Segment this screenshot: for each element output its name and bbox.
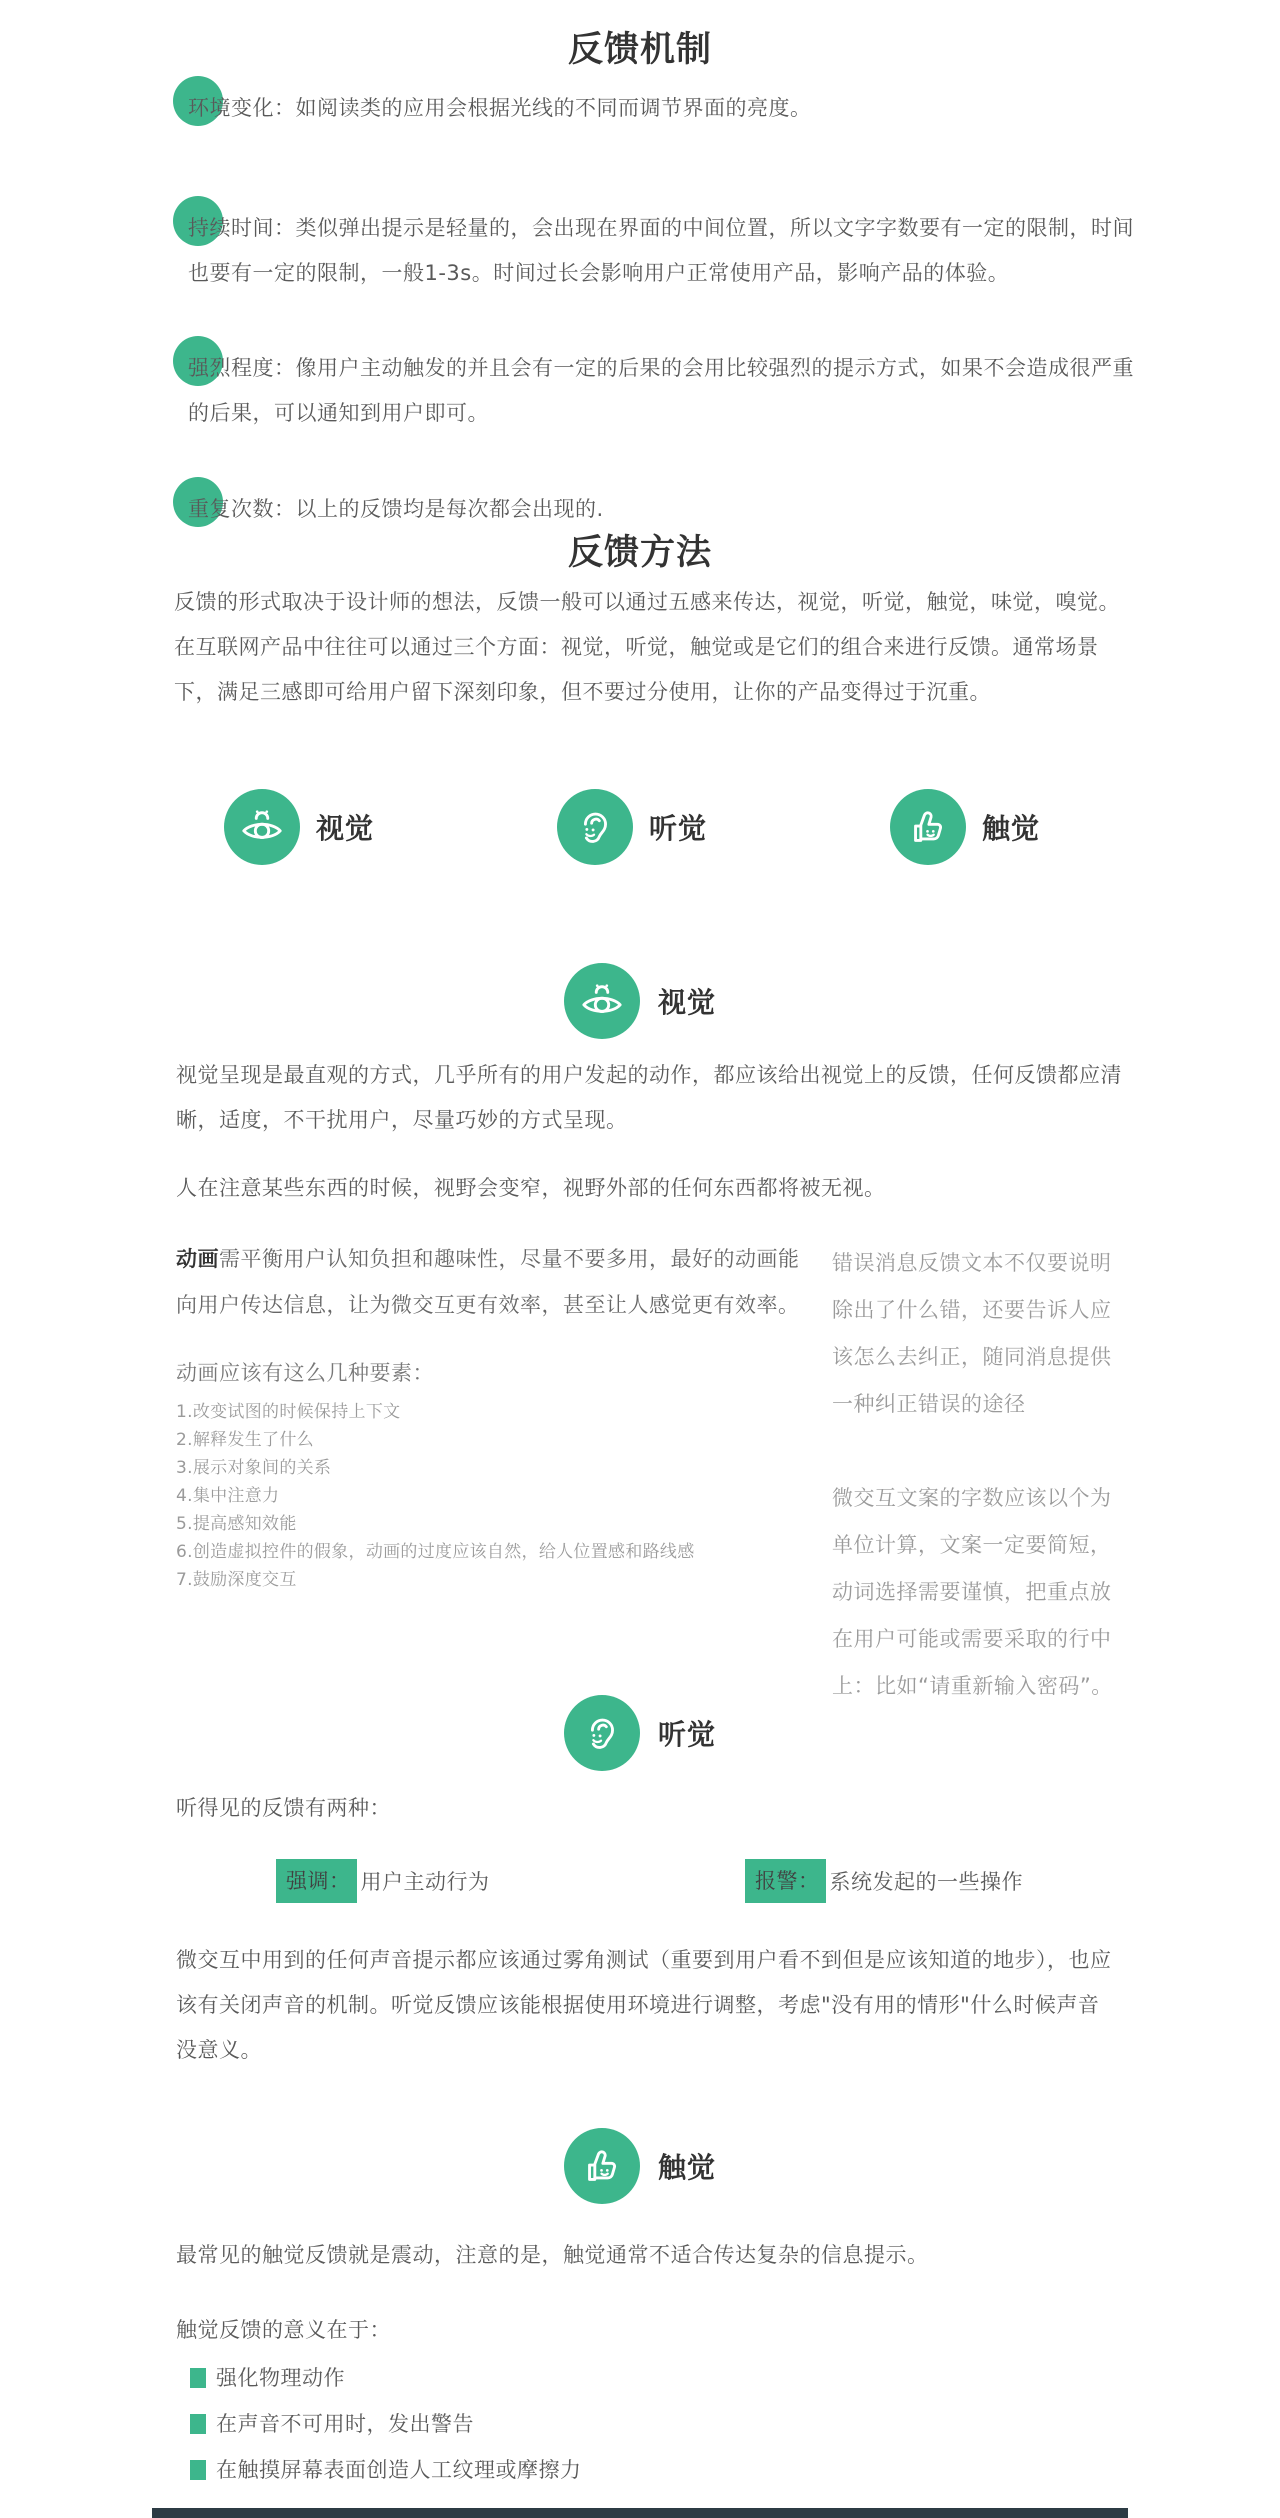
thumb-up-icon xyxy=(564,2128,640,2204)
visual-section-title: 视觉 xyxy=(657,986,716,1019)
audio-section-title: 听觉 xyxy=(657,1718,716,1751)
mechanism-item-text: 环境变化：如阅读类的应用会根据光线的不同而调节界面的亮度。 xyxy=(188,96,812,120)
mechanism-title: 反馈机制 xyxy=(567,30,712,70)
visual-para2: 人在注意某些东西的时候，视野会变窄，视野外部的任何东西都将被无视。 xyxy=(176,1176,886,1200)
visual-para1: 视觉呈现是最直观的方式，几乎所有的用户发起的动作，都应该给出视觉上的反馈，任何反馈都应清晰，适度，不干扰用户，尽量巧妙的方式呈现。 xyxy=(176,1063,1122,1132)
list-item: 2.解释发生了什么 xyxy=(176,1430,314,1450)
sense-audio xyxy=(557,789,707,865)
touch-bullet xyxy=(190,2366,345,2390)
list-item: 3.展示对象间的关系 xyxy=(176,1458,332,1478)
green-square-marker xyxy=(190,2368,206,2388)
animation-para xyxy=(176,1236,808,1328)
touch-bullet xyxy=(190,2458,582,2482)
sense-label: 触觉 xyxy=(982,812,1041,845)
elements-list xyxy=(176,1398,808,1594)
methods-intro: 反馈的形式取决于设计师的想法，反馈一般可以通过五感来传达，视觉，听觉，触觉，味觉，嗅觉。在互联网产品中往往可以通过三个方面：视觉，听觉，触觉或是它们的组合来进行反馈。通常场景下，满足三感即可给用户留下深刻印象，但不要过分使用，让你的产品变得过于沉重。 xyxy=(174,590,1120,704)
mechanism-item xyxy=(188,346,1136,436)
error-message-para: 错误消息反馈文本不仅要说明除出了什么错，还要告诉人应该怎么去纠正，随同消息提供一种纠正错误的途径 xyxy=(832,1251,1112,1416)
ear-icon xyxy=(557,789,633,865)
mechanism-item xyxy=(188,86,1136,131)
footer-bar xyxy=(152,2508,1128,2518)
sense-touch xyxy=(890,789,1040,865)
methods-title: 反馈方法 xyxy=(567,533,712,573)
sense-label: 视觉 xyxy=(316,812,375,845)
eye-icon xyxy=(224,789,300,865)
audio-para: 微交互中用到的任何声音提示都应该通过雾角测试（重要到用户看不到但是应该知道的地步），也应该有关闭声音的机制。听觉反馈应该能根据使用环境进行调整，考虑"没有用的情形"什么时候声音没意义。 xyxy=(176,1948,1112,2062)
ear-icon xyxy=(564,1695,640,1771)
touch-para: 最常见的触觉反馈就是震动，注意的是，触觉通常不适合传达复杂的信息提示。 xyxy=(176,2243,929,2267)
list-item: 6.创造虚拟控件的假象，动画的过度应该自然，给人位置感和路线感 xyxy=(176,1542,695,1562)
tag-text: 用户主动行为 xyxy=(360,1870,490,1894)
sense-visual xyxy=(224,789,374,865)
animation-lead: 动画 xyxy=(176,1247,219,1271)
visual-right-column xyxy=(832,1240,1116,1757)
mechanism-item-text: 强烈程度：像用户主动触发的并且会有一定的后果的会用比较强烈的提示方式，如果不会造成很严重的后果，可以通知到用户即可。 xyxy=(188,356,1134,425)
elements-heading: 动画应该有这么几种要素： xyxy=(176,1361,434,1385)
copy-length-para: 微交互文案的字数应该以个为单位计算，文案一定要简短，动词选择需要谨慎，把重点放在用户可能或需要采取的行中上：比如“请重新输入密码”。 xyxy=(832,1486,1113,1698)
touch-bullet-text: 强化物理动作 xyxy=(216,2366,345,2390)
audio-section-header xyxy=(0,1695,1280,1771)
thumb-up-icon xyxy=(890,789,966,865)
tag-label: 报警： xyxy=(745,1859,826,1903)
touch-bullet-text: 在声音不可用时，发出警告 xyxy=(216,2412,474,2436)
touch-bullet xyxy=(190,2412,474,2436)
touch-section-header xyxy=(0,2128,1280,2204)
touch-bullet-text: 在触摸屏幕表面创造人工纹理或摩擦力 xyxy=(216,2458,582,2482)
animation-text: 需平衡用户认知负担和趣味性，尽量不要多用，最好的动画能向用户传达信息，让为微交互更有效率，甚至让人感觉更有效率。 xyxy=(176,1247,800,1317)
sense-label: 听觉 xyxy=(649,812,708,845)
eye-icon xyxy=(564,963,640,1039)
mechanism-item-text: 持续时间：类似弹出提示是轻量的，会出现在界面的中间位置，所以文字字数要有一定的限制，时间也要有一定的限制，一般1-3s。时间过长会影响用户正常使用产品，影响产品的体验。 xyxy=(188,216,1134,285)
list-item: 5.提高感知效能 xyxy=(176,1514,297,1534)
mechanism-item xyxy=(188,206,1136,296)
touch-lead: 触觉反馈的意义在于： xyxy=(176,2318,391,2342)
green-square-marker xyxy=(190,2414,206,2434)
mechanism-item xyxy=(188,487,1136,532)
tag-alert xyxy=(745,1859,1023,1903)
tag-text: 系统发起的一些操作 xyxy=(829,1870,1023,1894)
tag-emphasis xyxy=(276,1859,490,1903)
visual-section-header xyxy=(0,963,1280,1039)
tag-label: 强调： xyxy=(276,1859,357,1903)
green-square-marker xyxy=(190,2460,206,2480)
touch-section-title: 触觉 xyxy=(657,2151,716,2184)
mechanism-item-text: 重复次数：以上的反馈均是每次都会出现的. xyxy=(188,497,604,521)
list-item: 1.改变试图的时候保持上下文 xyxy=(176,1402,401,1422)
list-item: 7.鼓励深度交互 xyxy=(176,1570,297,1590)
audio-lead: 听得见的反馈有两种： xyxy=(176,1796,391,1820)
list-item: 4.集中注意力 xyxy=(176,1486,280,1506)
